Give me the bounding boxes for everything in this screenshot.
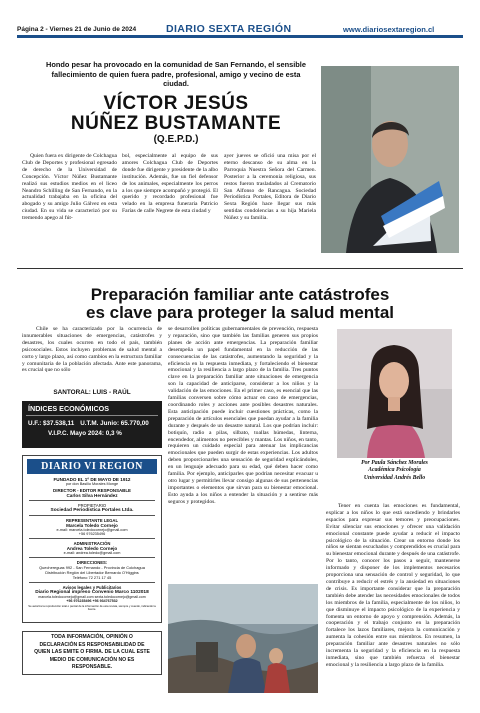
disclaimer-box — [22, 631, 162, 675]
obituary-intro: Hondo pesar ha provocado en la comunidad de San Fernando, el sensible fallecimiento de quien fuera padre, profesional, amigo y vecino de esta ciudad. — [46, 60, 306, 89]
legal-name: Marcela Toledo Cornejo — [66, 523, 118, 528]
article-headline-line1: Preparación familiar ante catástrofes — [90, 285, 390, 304]
saint-of-day: SANTORAL: LUIS - RAÚL — [53, 389, 131, 396]
masthead-logo-bar — [27, 459, 157, 474]
admin-role: ADMINISTRACIÓN — [73, 541, 111, 546]
header-rule — [17, 35, 463, 38]
owner-role: PROPIETARIO — [77, 503, 107, 508]
director-name: Carlos Silva Hernández — [66, 493, 118, 498]
page-date: Página 2 - Viernes 21 de Junio de 2024 — [17, 26, 137, 33]
address-line-3: Teléfono 72 271 17 45 — [72, 575, 112, 580]
address-line-1: Quechereguas 992 - San Fernando - Provincia de Colchagua — [39, 565, 145, 570]
author-title: Académica Psicología — [368, 467, 421, 474]
masthead-title: DIARIO SEXTA REGIÓN — [166, 23, 292, 35]
owner-name: Sociedad Periodística Portales Ltda. — [50, 508, 134, 513]
legal-phone: +56 976235496 — [78, 532, 106, 536]
founder-line: por don Basilio Morales Monge — [65, 482, 119, 486]
author-caption — [337, 460, 452, 482]
notices-body: Diario Regional impreso Convenio Marco 1102018 — [35, 590, 149, 595]
admin-name: Andrea Toledo Cornejo — [66, 546, 118, 551]
notices-small: Se autoriza la reproducción total o parcial de la información de esta revista, siempre y cuando, indicando la fuente. — [28, 605, 156, 612]
article-photo-family — [168, 584, 318, 693]
obituary-name-line2: NÚÑEZ BUSTAMANTE — [70, 113, 282, 134]
disclaimer-text: TODA INFORMACIÓN, OPINIÓN O DECLARACIÓN ES RESPONSABILIDAD DE QUIEN LAS EMITE O FIRMA. DE LA CUAL ESTE MEDIO DE COMUNICACIÓN NO ES RESPONSABLE. — [34, 634, 150, 671]
author-photo — [337, 329, 452, 458]
obituary-divider — [17, 268, 463, 269]
masthead-box — [22, 455, 162, 623]
obituary-qepd: (Q.E.P.D.) — [153, 134, 199, 145]
founded-line: FUNDADO EL 1º DE MAYO DE 1912 — [53, 477, 131, 482]
economic-indices-box — [22, 401, 162, 448]
uf-value: U.F.: $37.538,11 — [28, 420, 75, 427]
economic-indices-title: ÍNDICES ECONÓMICOS — [28, 404, 110, 413]
admin-email[interactable]: e-mail: andrea.toledo@gmail.com — [63, 551, 121, 555]
notices-title: Avisos legales y Publicitarios — [62, 585, 122, 590]
masthead-logo: DIARIO VI REGION — [41, 461, 143, 472]
notices-phones: +56 976235496 +56 934767532 — [66, 599, 118, 603]
address-role: DIRECCIONES: — [76, 560, 108, 565]
obituary-photo — [321, 66, 459, 253]
article-headline-line2: es clave para proteger la salud mental — [85, 303, 395, 322]
ipc-value: V.I.P.C. Mayo 2024: 0,3 % — [48, 430, 122, 437]
legal-role: REPRESENTANTE LEGAL — [65, 518, 119, 523]
article-lead: Chile se ha caracterizado por la ocurrencia de innumerables situaciones de emergencias, catástrofes y desastres, los cuales ocurren en todo el país, también psicosociales. Estos incluyen problemas de salud mental a corto y largo plazo, así como cambios en la estructura familiar y comunitaria de la población afectada. Ante este panorama, es crucial que no sólo — [22, 326, 162, 374]
utm-value: U.T.M. Junio: 65.770,00 — [80, 420, 149, 427]
obituary-name-line1: VÍCTOR JESÚS — [103, 93, 249, 114]
legal-email[interactable]: e-mail: marcela.toledocornejo@gmail.com — [56, 528, 128, 532]
article-col-right: Tener en cuenta las emociones es fundamental, explicar a los niños lo que está sucediendo y brindarles espacios para expresar sus temores y preocupaciones. Evitar silenciar sus emociones y ofrecer una validación emocional constante puede ayudar a reducir el impacto psicológico de la situación. Crear un entorno donde los niños se sientan escuchados y comprendidos es crucial para su bienestar emocional durante y después de una catástrofe. Por lo tanto, conocer los pasos a seguir, mantenerse informado y disponer de los implementos necesarios proporciona una sensación de control y seguridad, lo que contribuye a reducir el estrés y la ansiedad en situaciones de crisis. Es importante considerar que la preparación también debe atender las necesidades emocionales de todos los miembros de la familia, especialmente de los niños, lo que disminuye el impacto psicológico de la experiencia y fomenta un entorno de apoyo y comprensión. Además, la cooperación y el trabajo conjunto en la preparación fortalece los lazos familiares, mejora la comunicación y aumenta la cohesión entre sus miembros. En resumen, la preparación familiar ante desastres naturales no sólo incrementa la seguridad y la eficiencia en la respuesta inmediata, sino que también refuerza el bienestar emocional y la resiliencia a largo plazo de la familia. — [326, 503, 460, 668]
obituary-col-1: Quien fuera ex dirigente de Colchagua Club de Deportes y profesional egresado de derecho de la Universidad de Concepción. Víctor Núñez Bustamante realizó sus estudios medios en el liceo Neandro Schilling de San Fernando, en la actualidad trabajaba en la oficina del abogado y su amigo Julio Gálvez en esta ciudad. En su vida se caracterizó por su tremendo apego al fút- — [22, 153, 117, 222]
author-name: Por Paula Sánchez Morales — [361, 460, 428, 466]
obituary-col-2: bol, especialmente al equipo de sus amores Colchagua Club de Deportes donde fue dirigente y presidente de la albo institución. Además, fue un fiel defensor de los animales, especialmente los perros a los que siempre acompañó y protegió. El querido y recordado profesional fue velado en la empresa funeraria Patricio Farías de calle Negrete de esta ciudad y — [122, 153, 218, 215]
obituary-col-3: ayer jueves se ofició una misa por el eterno descanso de su alma en la Parroquia Nuestra Señora del Carmen. Posterior a la ceremonia religiosa, sus restos fueron trasladados al Crematorio San Alfonso de Rancagua. Sociedad Periodística Portales, Editora de Diario Sexta Región hace llegar sus más sentidas condolencias a su hija Mariela Núñez y su familia. — [224, 153, 316, 222]
website-link[interactable]: www.diariosextaregion.cl — [343, 25, 435, 34]
address-line-2: Distribución Región del Libertador Bernardo O'Higgins — [45, 570, 139, 575]
director-role: DIRECTOR - EDITOR RESPONSABLE — [53, 488, 131, 493]
author-university: Universidad Andrés Bello — [363, 474, 426, 481]
notices-emails[interactable]: marcela.toledocornejo@gmail.com sexta.toledocornejo@gmail.com — [38, 595, 146, 599]
article-col-middle: se desarrollen políticas gubernamentales de prevención, respuesta y reparación, sino que también las familias generen sus propios planes de acción ante emergencias. La preparación familiar desempeña un papel fundamental en la reducción de las consecuencias de las catástrofes, aumentando la seguridad y la eficiencia en la respuesta inmediata, y fortaleciendo el bienestar emocional y la resiliencia a largo plazo de la familia. Tres puntos clave en la preparación familiar ante situaciones de emergencia son la capacidad de anticiparse, considerar a los niños y la validación de las emociones. En el primer caso, es esencial que las familias conversen sobre cómo actuar en caso de emergencias, coordinando roles y acciones ante posibles desastres naturales. Esta anticipación puede incluir cuestiones prácticas, como la preparación de artículos esenciales que puedan ayudar a la familia durante y después de un desastre natural. Los que podrían incluir: botiquín, radio a pilas, silbato, toallas húmedas, linterna, encendedor, alimentos no perecibles y mantas. Los niños, en tanto, requieren un cuidado especial para atenuar las implicancias emocionales que pueden surgir de estas experiencias. Los adultos deben proporcionarles una sensación de seguridad explicándoles, en un lenguaje adecuado para su edad, qué deben hacer como familia. Por ejemplo, anticiparles que podrían necesitar evacuar u otro lugar y permitirles llevar consigo algunas de sus pertenencias importantes o elementos que sirvan para su bienestar emocional. Esto ayuda a los niños a entender la situación y a sentirse más seguros y protegidos. — [168, 326, 318, 505]
